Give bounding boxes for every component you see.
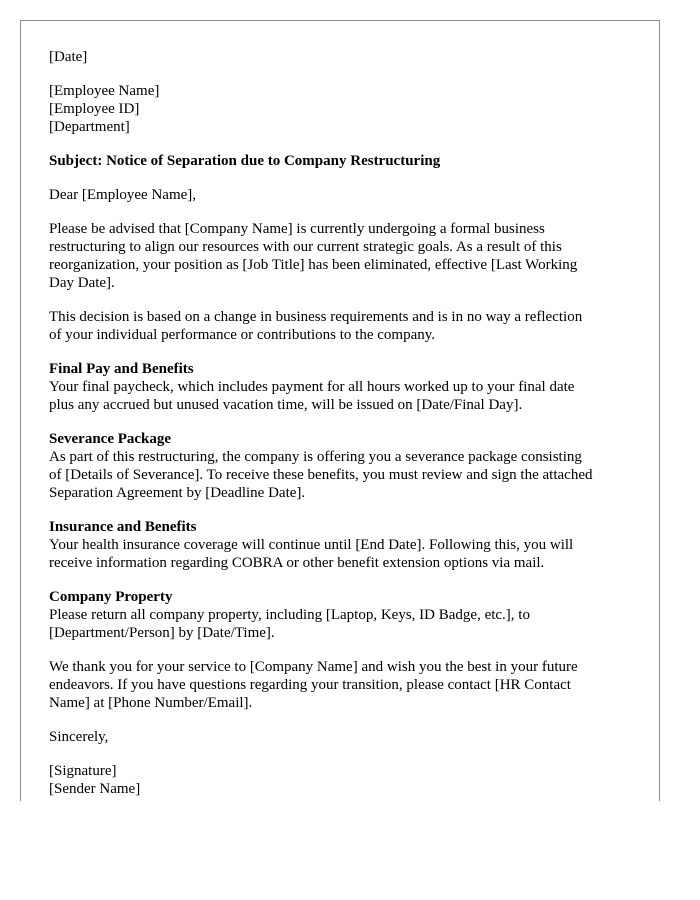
recipient-name: [Employee Name]	[49, 83, 160, 99]
date-block	[49, 48, 639, 66]
intro-line: reorganization, your position as [Job Title] has been eliminated, effective [Last Working	[49, 257, 578, 273]
section-heading: Final Pay and Benefits	[49, 361, 194, 377]
signoff-block	[49, 728, 639, 746]
signature-block	[49, 762, 639, 798]
section-line: of [Details of Severance]. To receive these benefits, you must review and sign the attached	[49, 467, 593, 483]
recipient-block	[49, 82, 639, 136]
closing-paragraph	[49, 658, 639, 712]
section-heading: Company Property	[49, 589, 173, 605]
intro-paragraph	[49, 220, 639, 292]
section-line: receive information regarding COBRA or other benefit extension options via mail.	[49, 555, 545, 571]
letter-content	[49, 48, 639, 801]
intro-line: restructuring to align our resources with our current strategic goals. As a result of this	[49, 239, 562, 255]
subject-block	[49, 152, 639, 170]
signoff: Sincerely,	[49, 729, 109, 745]
salutation: Dear [Employee Name],	[49, 187, 197, 203]
recipient-department: [Department]	[49, 119, 130, 135]
intro-line: Day Date].	[49, 275, 115, 291]
intro-line: Please be advised that [Company Name] is currently undergoing a formal business	[49, 221, 545, 237]
section-severance	[49, 430, 639, 502]
signature: [Signature]	[49, 763, 117, 779]
decision-line: This decision is based on a change in business requirements and is in no way a reflection	[49, 309, 583, 325]
decision-paragraph	[49, 308, 639, 344]
section-line: Your health insurance coverage will continue until [End Date]. Following this, you will	[49, 537, 574, 553]
section-heading: Severance Package	[49, 431, 172, 447]
section-line: plus any accrued but unused vacation time, will be issued on [Date/Final Day].	[49, 397, 523, 413]
section-line: [Department/Person] by [Date/Time].	[49, 625, 275, 641]
section-line: Your final paycheck, which includes payment for all hours worked up to your final date	[49, 379, 575, 395]
letter-page	[20, 20, 660, 801]
section-line: As part of this restructuring, the company is offering you a severance package consisting	[49, 449, 582, 465]
closing-line: endeavors. If you have questions regarding your transition, please contact [HR Contact	[49, 677, 571, 693]
section-insurance	[49, 518, 639, 572]
letter-date: [Date]	[49, 49, 88, 65]
section-line: Separation Agreement by [Deadline Date].	[49, 485, 306, 501]
decision-line: of your individual performance or contributions to the company.	[49, 327, 436, 343]
closing-line: We thank you for your service to [Company Name] and wish you the best in your future	[49, 659, 578, 675]
section-final-pay	[49, 360, 639, 414]
closing-line: Name] at [Phone Number/Email].	[49, 695, 253, 711]
sender-name: [Sender Name]	[49, 781, 141, 797]
letter-subject: Subject: Notice of Separation due to Company Restructuring	[49, 153, 441, 169]
section-company-property	[49, 588, 639, 642]
salutation-block	[49, 186, 639, 204]
section-line: Please return all company property, including [Laptop, Keys, ID Badge, etc.], to	[49, 607, 530, 623]
recipient-id: [Employee ID]	[49, 101, 140, 117]
section-heading: Insurance and Benefits	[49, 519, 197, 535]
